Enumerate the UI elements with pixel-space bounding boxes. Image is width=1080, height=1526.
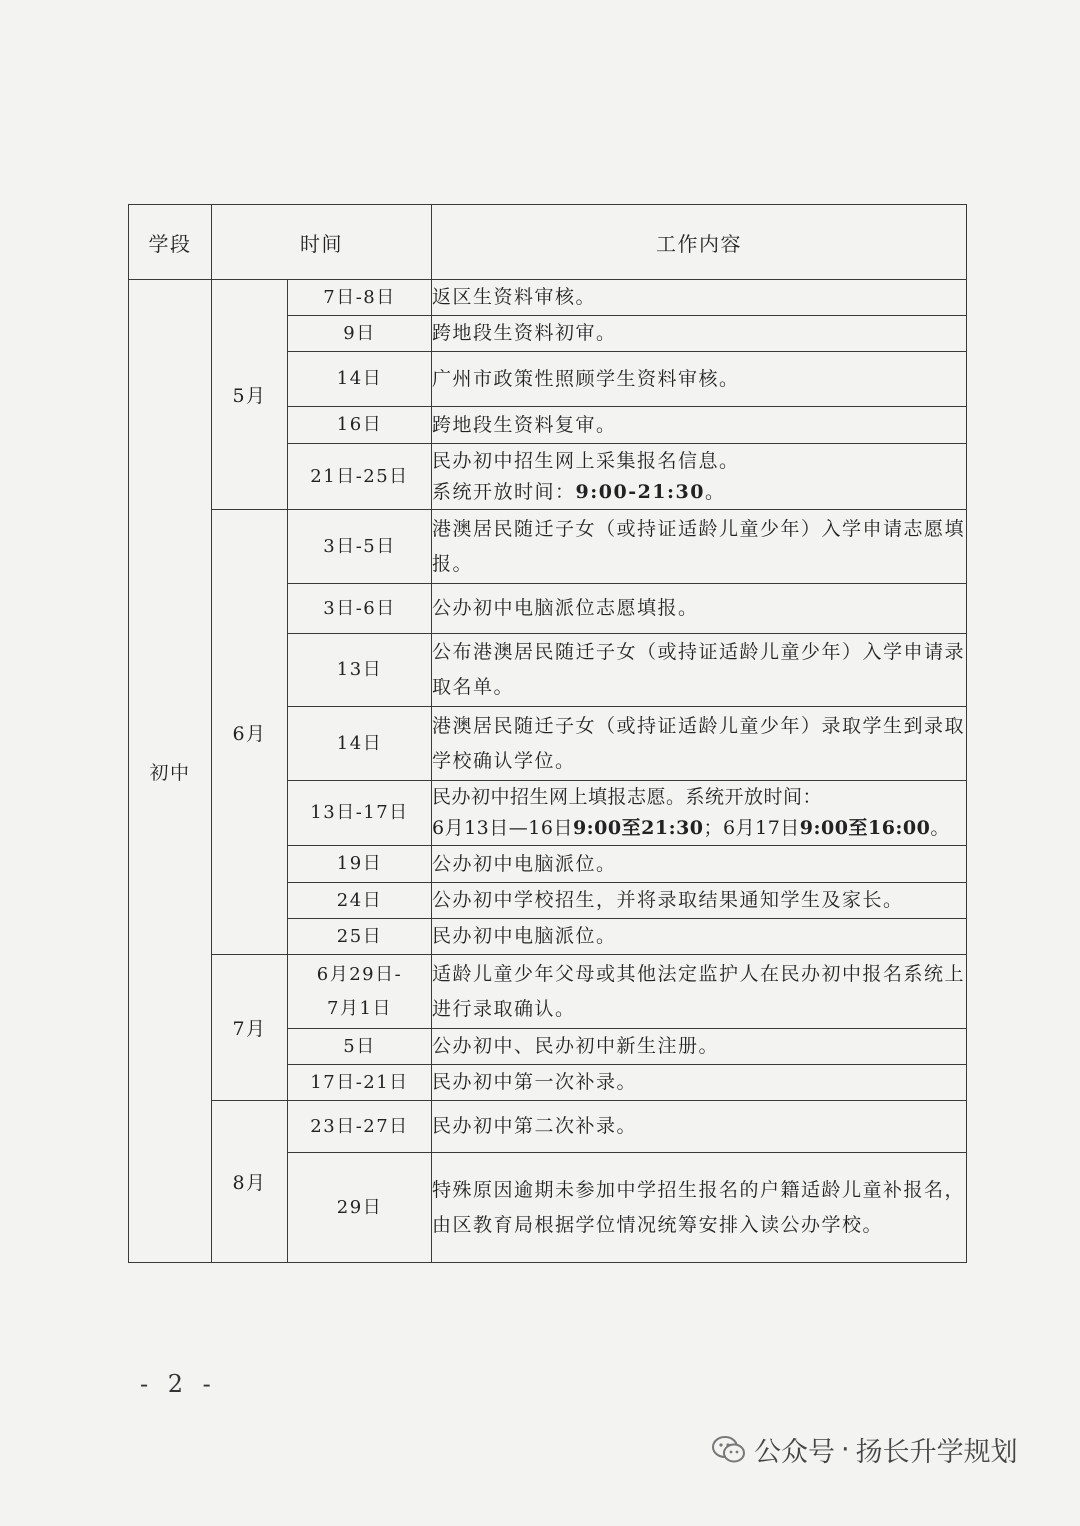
row-content-line2-time: 9:00-21:30 <box>575 480 705 503</box>
month-august: 8月 <box>212 1101 288 1263</box>
row-content: 跨地段生资料复审。 <box>432 407 967 444</box>
row-content: 港澳居民随迁子女（或持证适龄儿童少年）录取学生到录取学校确认学位。 <box>432 707 967 781</box>
row-date: 7日-8日 <box>288 280 432 316</box>
row-date: 14日 <box>288 707 432 781</box>
row-date: 17日-21日 <box>288 1065 432 1101</box>
row-date: 24日 <box>288 883 432 919</box>
row-content-line2-c: ；6月17日 <box>703 817 800 839</box>
row-date: 9日 <box>288 316 432 352</box>
row-content: 公办初中电脑派位志愿填报。 <box>432 584 967 634</box>
month-june: 6月 <box>212 510 288 955</box>
row-date: 16日 <box>288 407 432 444</box>
table-row <box>129 1101 967 1153</box>
wechat-watermark <box>712 1430 1018 1469</box>
row-content-line1: 民办初中招生网上采集报名信息。 <box>432 449 740 472</box>
row-date: 13日-17日 <box>288 781 432 846</box>
table-row <box>129 510 967 584</box>
row-content: 民办初中第一次补录。 <box>432 1065 967 1101</box>
row-date: 5日 <box>288 1029 432 1065</box>
row-content: 民办初中电脑派位。 <box>432 919 967 955</box>
row-date: 25日 <box>288 919 432 955</box>
row-date: 14日 <box>288 352 432 407</box>
row-content-line2-suffix: 。 <box>704 480 726 503</box>
row-date-line1: 6月29日- <box>316 963 403 985</box>
row-date: 21日-25日 <box>288 444 432 510</box>
row-content: 民办初中第二次补录。 <box>432 1101 967 1153</box>
header-stage: 学段 <box>129 205 212 280</box>
table-header-row <box>129 205 967 280</box>
row-date: 3日-5日 <box>288 510 432 584</box>
row-content-line2-a: 6月13日—16日 <box>432 817 573 839</box>
row-content: 港澳居民随迁子女（或持证适龄儿童少年）入学申请志愿填报。 <box>432 510 967 584</box>
row-content-line2-d: 9:00至16:00 <box>799 817 931 839</box>
row-content: 返区生资料审核。 <box>432 280 967 316</box>
header-content: 工作内容 <box>432 205 967 280</box>
row-date: 23日-27日 <box>288 1101 432 1153</box>
row-content <box>432 444 967 510</box>
row-content-line2-prefix: 系统开放时间： <box>432 480 576 503</box>
row-content: 公布港澳居民随迁子女（或持证适龄儿童少年）入学申请录取名单。 <box>432 634 967 707</box>
month-july: 7月 <box>212 955 288 1101</box>
row-content-line1: 民办初中招生网上填报志愿。系统开放时间： <box>432 786 823 808</box>
table-row <box>129 280 967 316</box>
row-date: 3日-6日 <box>288 584 432 634</box>
row-content <box>432 781 967 846</box>
row-date-line2: 7月1日 <box>327 997 392 1019</box>
row-content-line2-e: 。 <box>930 817 950 839</box>
row-content: 公办初中电脑派位。 <box>432 846 967 883</box>
row-content: 特殊原因逾期未参加中学招生报名的户籍适龄儿童补报名，由区教育局根据学位情况统筹安排入读公办学校。 <box>432 1153 967 1263</box>
row-content: 广州市政策性照顾学生资料审核。 <box>432 352 967 407</box>
row-date <box>288 955 432 1029</box>
row-content: 适龄儿童少年父母或其他法定监护人在民办初中报名系统上进行录取确认。 <box>432 955 967 1029</box>
stage-cell: 初中 <box>129 280 212 1263</box>
row-content-line2-b: 9:00至21:30 <box>572 817 704 839</box>
row-content: 公办初中学校招生，并将录取结果通知学生及家长。 <box>432 883 967 919</box>
row-content: 跨地段生资料初审。 <box>432 316 967 352</box>
row-content: 公办初中、民办初中新生注册。 <box>432 1029 967 1065</box>
row-date: 13日 <box>288 634 432 707</box>
table-row <box>129 955 967 1029</box>
page-number: - 2 - <box>140 1370 217 1398</box>
row-date: 19日 <box>288 846 432 883</box>
watermark-prefix: 公众号 <box>754 1437 835 1468</box>
watermark-name: 扬长升学规划 <box>855 1437 1018 1468</box>
row-date: 29日 <box>288 1153 432 1263</box>
watermark-dot: · <box>841 1434 850 1465</box>
month-may: 5月 <box>212 280 288 510</box>
wechat-icon <box>712 1435 746 1465</box>
header-time: 时间 <box>212 205 432 280</box>
enrollment-schedule-table <box>128 204 967 1263</box>
